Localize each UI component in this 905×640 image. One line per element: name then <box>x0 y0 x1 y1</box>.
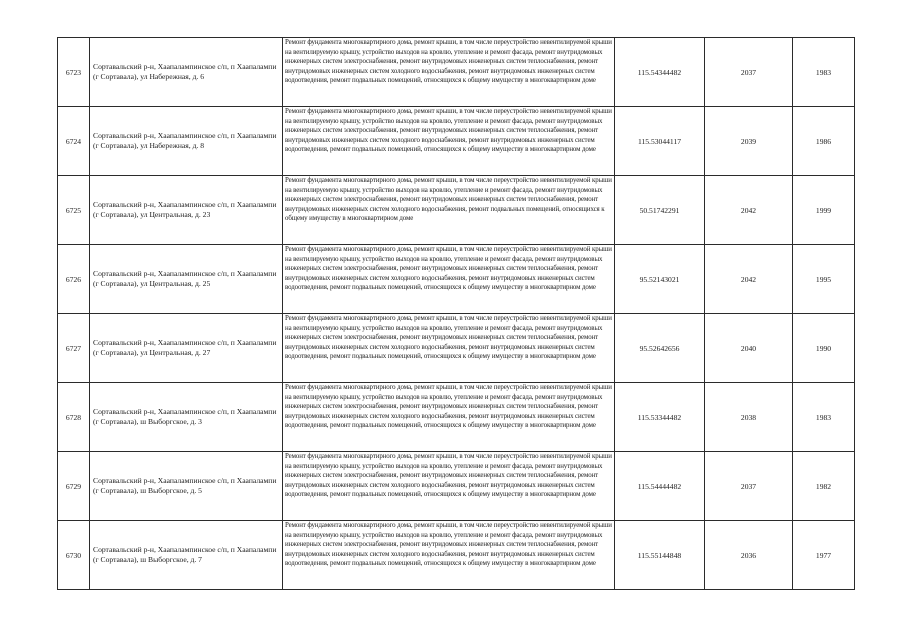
table-row <box>58 383 855 452</box>
row-number: 6726 <box>58 245 90 314</box>
planned-year-cell: 2037 <box>705 38 793 107</box>
address-cell: Сортавальский р-н, Хаапалампинское с/п, п Хаапалампи (г Сортавала), ул Центральная, д. 27 <box>90 314 283 383</box>
area-cell: 50.51742291 <box>615 176 705 245</box>
planned-year-cell: 2042 <box>705 245 793 314</box>
table-row <box>58 38 855 107</box>
address-cell: Сортавальский р-н, Хаапалампинское с/п, п Хаапалампи (г Сортавала), ул Центральная, д. 25 <box>90 245 283 314</box>
planned-year-cell: 2042 <box>705 176 793 245</box>
address-cell: Сортавальский р-н, Хаапалампинское с/п, п Хаапалампи (г Сортавала), ул Центральная, д. 23 <box>90 176 283 245</box>
built-year-cell: 1990 <box>793 314 855 383</box>
table-body <box>58 38 855 590</box>
repair-schedule-table <box>57 37 855 590</box>
row-number: 6727 <box>58 314 90 383</box>
table-row <box>58 176 855 245</box>
row-number: 6729 <box>58 452 90 521</box>
row-number: 6723 <box>58 38 90 107</box>
table-row <box>58 245 855 314</box>
planned-year-cell: 2037 <box>705 452 793 521</box>
works-cell: Ремонт фундамента многоквартирного дома, ремонт крыши, в том числе переустройство невентилируемой крыши на вентилируемую крышу, устройство выходов на кровлю, утепление и ремонт фасада, ремонт внутридомовых инженерных систем электроснабжения, ремонт внутридомовых инженерных систем теплоснабжения, ремонт внутридомовых инженерных систем холодного водоснабжения, ремонт подвальных помещений, относящихся к общему имуществу в многоквартирном доме <box>283 176 615 245</box>
row-number: 6725 <box>58 176 90 245</box>
built-year-cell: 1977 <box>793 521 855 590</box>
built-year-cell: 1995 <box>793 245 855 314</box>
area-cell: 95.52143021 <box>615 245 705 314</box>
area-cell: 95.52642656 <box>615 314 705 383</box>
works-cell: Ремонт фундамента многоквартирного дома, ремонт крыши, в том числе переустройство невентилируемой крыши на вентилируемую крышу, устройство выходов на кровлю, утепление и ремонт фасада, ремонт внутридомовых инженерных систем электроснабжения, ремонт внутридомовых инженерных систем теплоснабжения, ремонт внутридомовых инженерных систем холодного водоснабжения, ремонт внутридомовых инженерных систем водоотведения, ремонт подвальных помещений, относящихся к общему имуществу в многоквартирном доме <box>283 452 615 521</box>
works-cell: Ремонт фундамента многоквартирного дома, ремонт крыши, в том числе переустройство невентилируемой крыши на вентилируемую крышу, устройство выходов на кровлю, утепление и ремонт фасада, ремонт внутридомовых инженерных систем электроснабжения, ремонт внутридомовых инженерных систем теплоснабжения, ремонт внутридомовых инженерных систем холодного водоснабжения, ремонт внутридомовых инженерных систем водоотведения, ремонт подвальных помещений, относящихся к общему имуществу в многоквартирном доме <box>283 245 615 314</box>
works-cell: Ремонт фундамента многоквартирного дома, ремонт крыши, в том числе переустройство невентилируемой крыши на вентилируемую крышу, устройство выходов на кровлю, утепление и ремонт фасада, ремонт внутридомовых инженерных систем электроснабжения, ремонт внутридомовых инженерных систем теплоснабжения, ремонт внутридомовых инженерных систем холодного водоснабжения, ремонт внутридомовых инженерных систем водоотведения, ремонт подвальных помещений, относящихся к общему имуществу в многоквартирном доме <box>283 107 615 176</box>
planned-year-cell: 2036 <box>705 521 793 590</box>
built-year-cell: 1986 <box>793 107 855 176</box>
table-row <box>58 521 855 590</box>
document-sheet <box>57 37 857 590</box>
works-cell: Ремонт фундамента многоквартирного дома, ремонт крыши, в том числе переустройство невентилируемой крыши на вентилируемую крышу, устройство выходов на кровлю, утепление и ремонт фасада, ремонт внутридомовых инженерных систем электроснабжения, ремонт внутридомовых инженерных систем теплоснабжения, ремонт внутридомовых инженерных систем холодного водоснабжения, ремонт внутридомовых инженерных систем водоотведения, ремонт подвальных помещений, относящихся к общему имуществу в многоквартирном доме <box>283 521 615 590</box>
built-year-cell: 1982 <box>793 452 855 521</box>
area-cell: 115.54444482 <box>615 452 705 521</box>
built-year-cell: 1983 <box>793 38 855 107</box>
area-cell: 115.54344482 <box>615 38 705 107</box>
built-year-cell: 1983 <box>793 383 855 452</box>
table-row <box>58 452 855 521</box>
address-cell: Сортавальский р-н, Хаапалампинское с/п, п Хаапалампи (г Сортавала), ул Набережная, д. 6 <box>90 38 283 107</box>
address-cell: Сортавальский р-н, Хаапалампинское с/п, п Хаапалампи (г Сортавала), ш Выборгское, д. 5 <box>90 452 283 521</box>
row-number: 6730 <box>58 521 90 590</box>
address-cell: Сортавальский р-н, Хаапалампинское с/п, п Хаапалампи (г Сортавала), ул Набережная, д. 8 <box>90 107 283 176</box>
table-row <box>58 314 855 383</box>
works-cell: Ремонт фундамента многоквартирного дома, ремонт крыши, в том числе переустройство невентилируемой крыши на вентилируемую крышу, устройство выходов на кровлю, утепление и ремонт фасада, ремонт внутридомовых инженерных систем электроснабжения, ремонт внутридомовых инженерных систем теплоснабжения, ремонт внутридомовых инженерных систем холодного водоснабжения, ремонт внутридомовых инженерных систем водоотведения, ремонт подвальных помещений, относящихся к общему имуществу в многоквартирном доме <box>283 383 615 452</box>
planned-year-cell: 2039 <box>705 107 793 176</box>
address-cell: Сортавальский р-н, Хаапалампинское с/п, п Хаапалампи (г Сортавала), ш Выборгское, д. 7 <box>90 521 283 590</box>
works-cell: Ремонт фундамента многоквартирного дома, ремонт крыши, в том числе переустройство невентилируемой крыши на вентилируемую крышу, устройство выходов на кровлю, утепление и ремонт фасада, ремонт внутридомовых инженерных систем электроснабжения, ремонт внутридомовых инженерных систем теплоснабжения, ремонт внутридомовых инженерных систем холодного водоснабжения, ремонт внутридомовых инженерных систем водоотведения, ремонт подвальных помещений, относящихся к общему имуществу в многоквартирном доме <box>283 314 615 383</box>
planned-year-cell: 2040 <box>705 314 793 383</box>
row-number: 6724 <box>58 107 90 176</box>
planned-year-cell: 2038 <box>705 383 793 452</box>
built-year-cell: 1999 <box>793 176 855 245</box>
works-cell: Ремонт фундамента многоквартирного дома, ремонт крыши, в том числе переустройство невентилируемой крыши на вентилируемую крышу, устройство выходов на кровлю, утепление и ремонт фасада, ремонт внутридомовых инженерных систем электроснабжения, ремонт внутридомовых инженерных систем теплоснабжения, ремонт внутридомовых инженерных систем холодного водоснабжения, ремонт внутридомовых инженерных систем водоотведения, ремонт подвальных помещений, относящихся к общему имуществу в многоквартирном доме <box>283 38 615 107</box>
row-number: 6728 <box>58 383 90 452</box>
area-cell: 115.53044117 <box>615 107 705 176</box>
area-cell: 115.55144848 <box>615 521 705 590</box>
table-row <box>58 107 855 176</box>
address-cell: Сортавальский р-н, Хаапалампинское с/п, п Хаапалампи (г Сортавала), ш Выборгское, д. 3 <box>90 383 283 452</box>
area-cell: 115.53344482 <box>615 383 705 452</box>
